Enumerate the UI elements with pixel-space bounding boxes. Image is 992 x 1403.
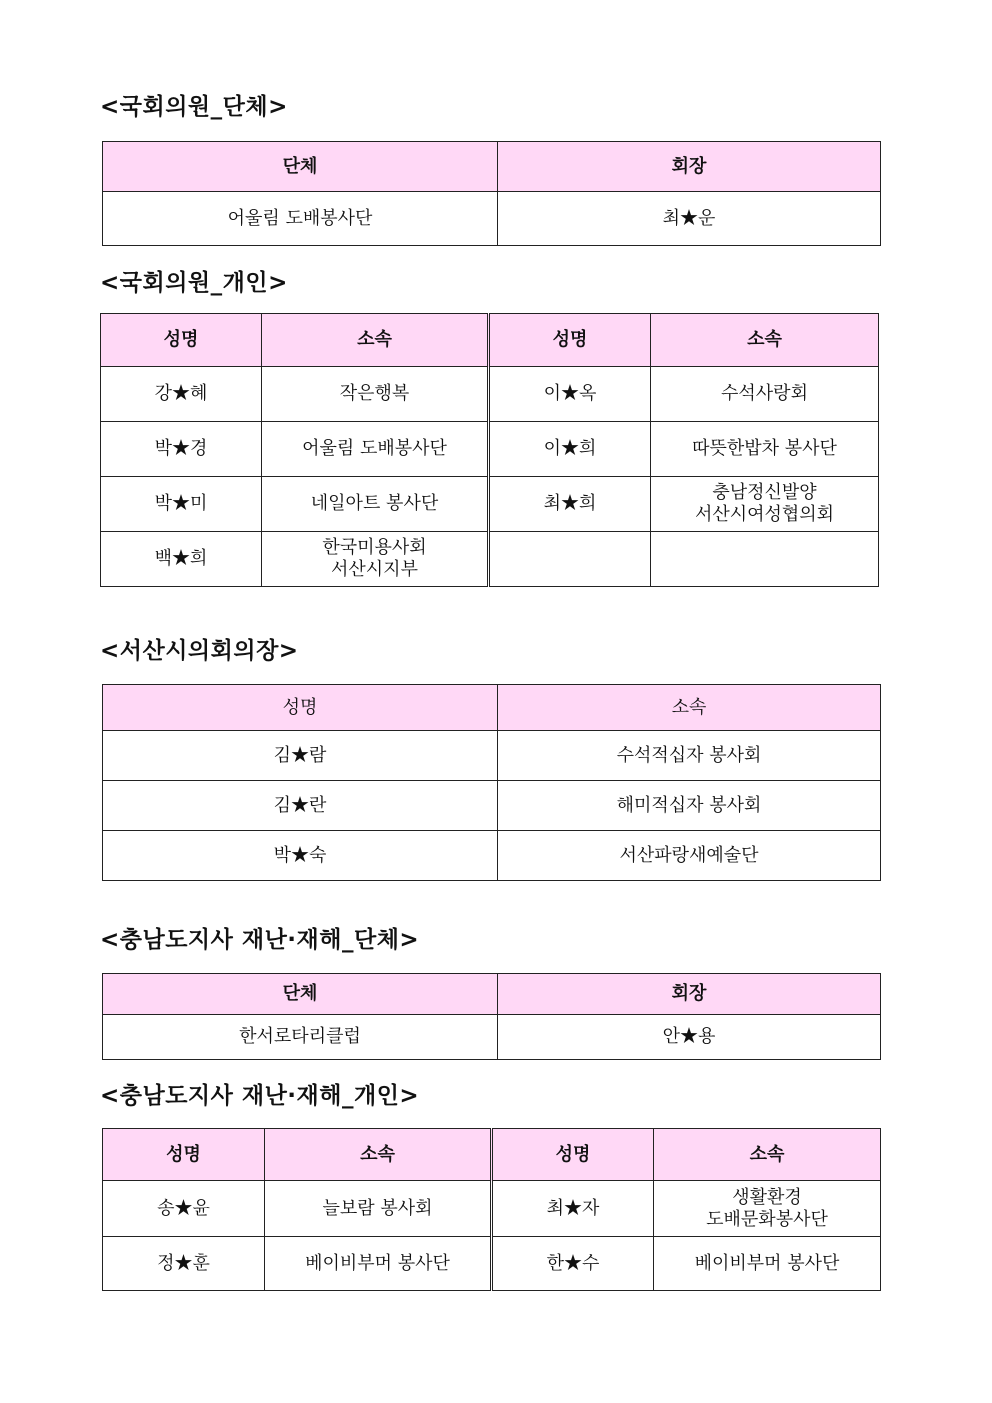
cell-affiliation (651, 532, 879, 587)
cell-affiliation: 베이비부머 봉사단 (654, 1237, 881, 1291)
table-row (101, 422, 879, 477)
table-header-row (101, 314, 879, 367)
header-cell: 성명 (101, 314, 262, 367)
cell-president: 최★운 (498, 192, 881, 246)
header-cell: 단체 (103, 142, 498, 192)
header-cell: 회장 (498, 142, 881, 192)
cell-name: 백★희 (101, 532, 262, 587)
cell-name: 김★람 (103, 731, 498, 781)
cell-name: 박★미 (101, 477, 262, 532)
assembly-individual-table (100, 313, 879, 587)
header-cell: 소속 (498, 685, 881, 731)
header-cell: 회장 (498, 974, 881, 1015)
header-cell: 단체 (103, 974, 498, 1015)
header-cell: 소속 (265, 1129, 492, 1181)
table-header-row (103, 685, 881, 731)
table-row (103, 1015, 881, 1060)
section-title-assembly-individual: <국회의원_개인> (100, 270, 288, 296)
governor-individual-table (102, 1128, 881, 1291)
table-row (103, 831, 881, 881)
cell-name: 강★혜 (101, 367, 262, 422)
table-row (103, 1237, 881, 1291)
cell-name: 정★훈 (103, 1237, 265, 1291)
cell-name: 한★수 (492, 1237, 654, 1291)
cell-affiliation: 베이비부머 봉사단 (265, 1237, 492, 1291)
governor-group-table (102, 973, 881, 1060)
cell-name: 이★옥 (489, 367, 651, 422)
section-title-council-chair: <서산시의회의장> (100, 638, 299, 664)
cell-affiliation: 서산파랑새예술단 (498, 831, 881, 881)
cell-name: 최★자 (492, 1181, 654, 1237)
cell-name (489, 532, 651, 587)
table-row (103, 781, 881, 831)
header-cell: 성명 (103, 685, 498, 731)
cell-affiliation: 어울림 도배봉사단 (262, 422, 489, 477)
table-row (101, 532, 879, 587)
table-row (103, 192, 881, 246)
cell-name: 박★숙 (103, 831, 498, 881)
header-cell: 소속 (262, 314, 489, 367)
cell-affiliation: 충남정신발양 서산시여성협의회 (651, 477, 879, 532)
cell-president: 안★용 (498, 1015, 881, 1060)
header-cell: 성명 (103, 1129, 265, 1181)
cell-name: 이★희 (489, 422, 651, 477)
assembly-group-table (102, 141, 881, 246)
cell-affiliation: 해미적십자 봉사회 (498, 781, 881, 831)
cell-name: 김★란 (103, 781, 498, 831)
table-header-row (103, 1129, 881, 1181)
header-cell: 소속 (651, 314, 879, 367)
section-title-assembly-group: <국회의원_단체> (100, 94, 288, 120)
cell-affiliation: 따뜻한밥차 봉사단 (651, 422, 879, 477)
header-cell: 성명 (489, 314, 651, 367)
cell-affiliation: 수석사랑회 (651, 367, 879, 422)
cell-group: 어울림 도배봉사단 (103, 192, 498, 246)
table-header-row (103, 974, 881, 1015)
cell-name: 최★희 (489, 477, 651, 532)
cell-affiliation: 수석적십자 봉사회 (498, 731, 881, 781)
cell-affiliation: 작은행복 (262, 367, 489, 422)
section-title-governor-group: <충남도지사 재난·재해_단체> (100, 927, 420, 953)
table-row (101, 367, 879, 422)
header-cell: 소속 (654, 1129, 881, 1181)
table-header-row (103, 142, 881, 192)
table-row (103, 731, 881, 781)
cell-group: 한서로타리클럽 (103, 1015, 498, 1060)
cell-name: 박★경 (101, 422, 262, 477)
cell-affiliation: 늘보람 봉사회 (265, 1181, 492, 1237)
table-row (101, 477, 879, 532)
cell-affiliation: 생활환경 도배문화봉사단 (654, 1181, 881, 1237)
header-cell: 성명 (492, 1129, 654, 1181)
cell-affiliation: 네일아트 봉사단 (262, 477, 489, 532)
council-chair-table (102, 684, 881, 881)
section-title-governor-individual: <충남도지사 재난·재해_개인> (100, 1083, 420, 1109)
table-row (103, 1181, 881, 1237)
cell-name: 송★윤 (103, 1181, 265, 1237)
cell-affiliation: 한국미용사회 서산시지부 (262, 532, 489, 587)
